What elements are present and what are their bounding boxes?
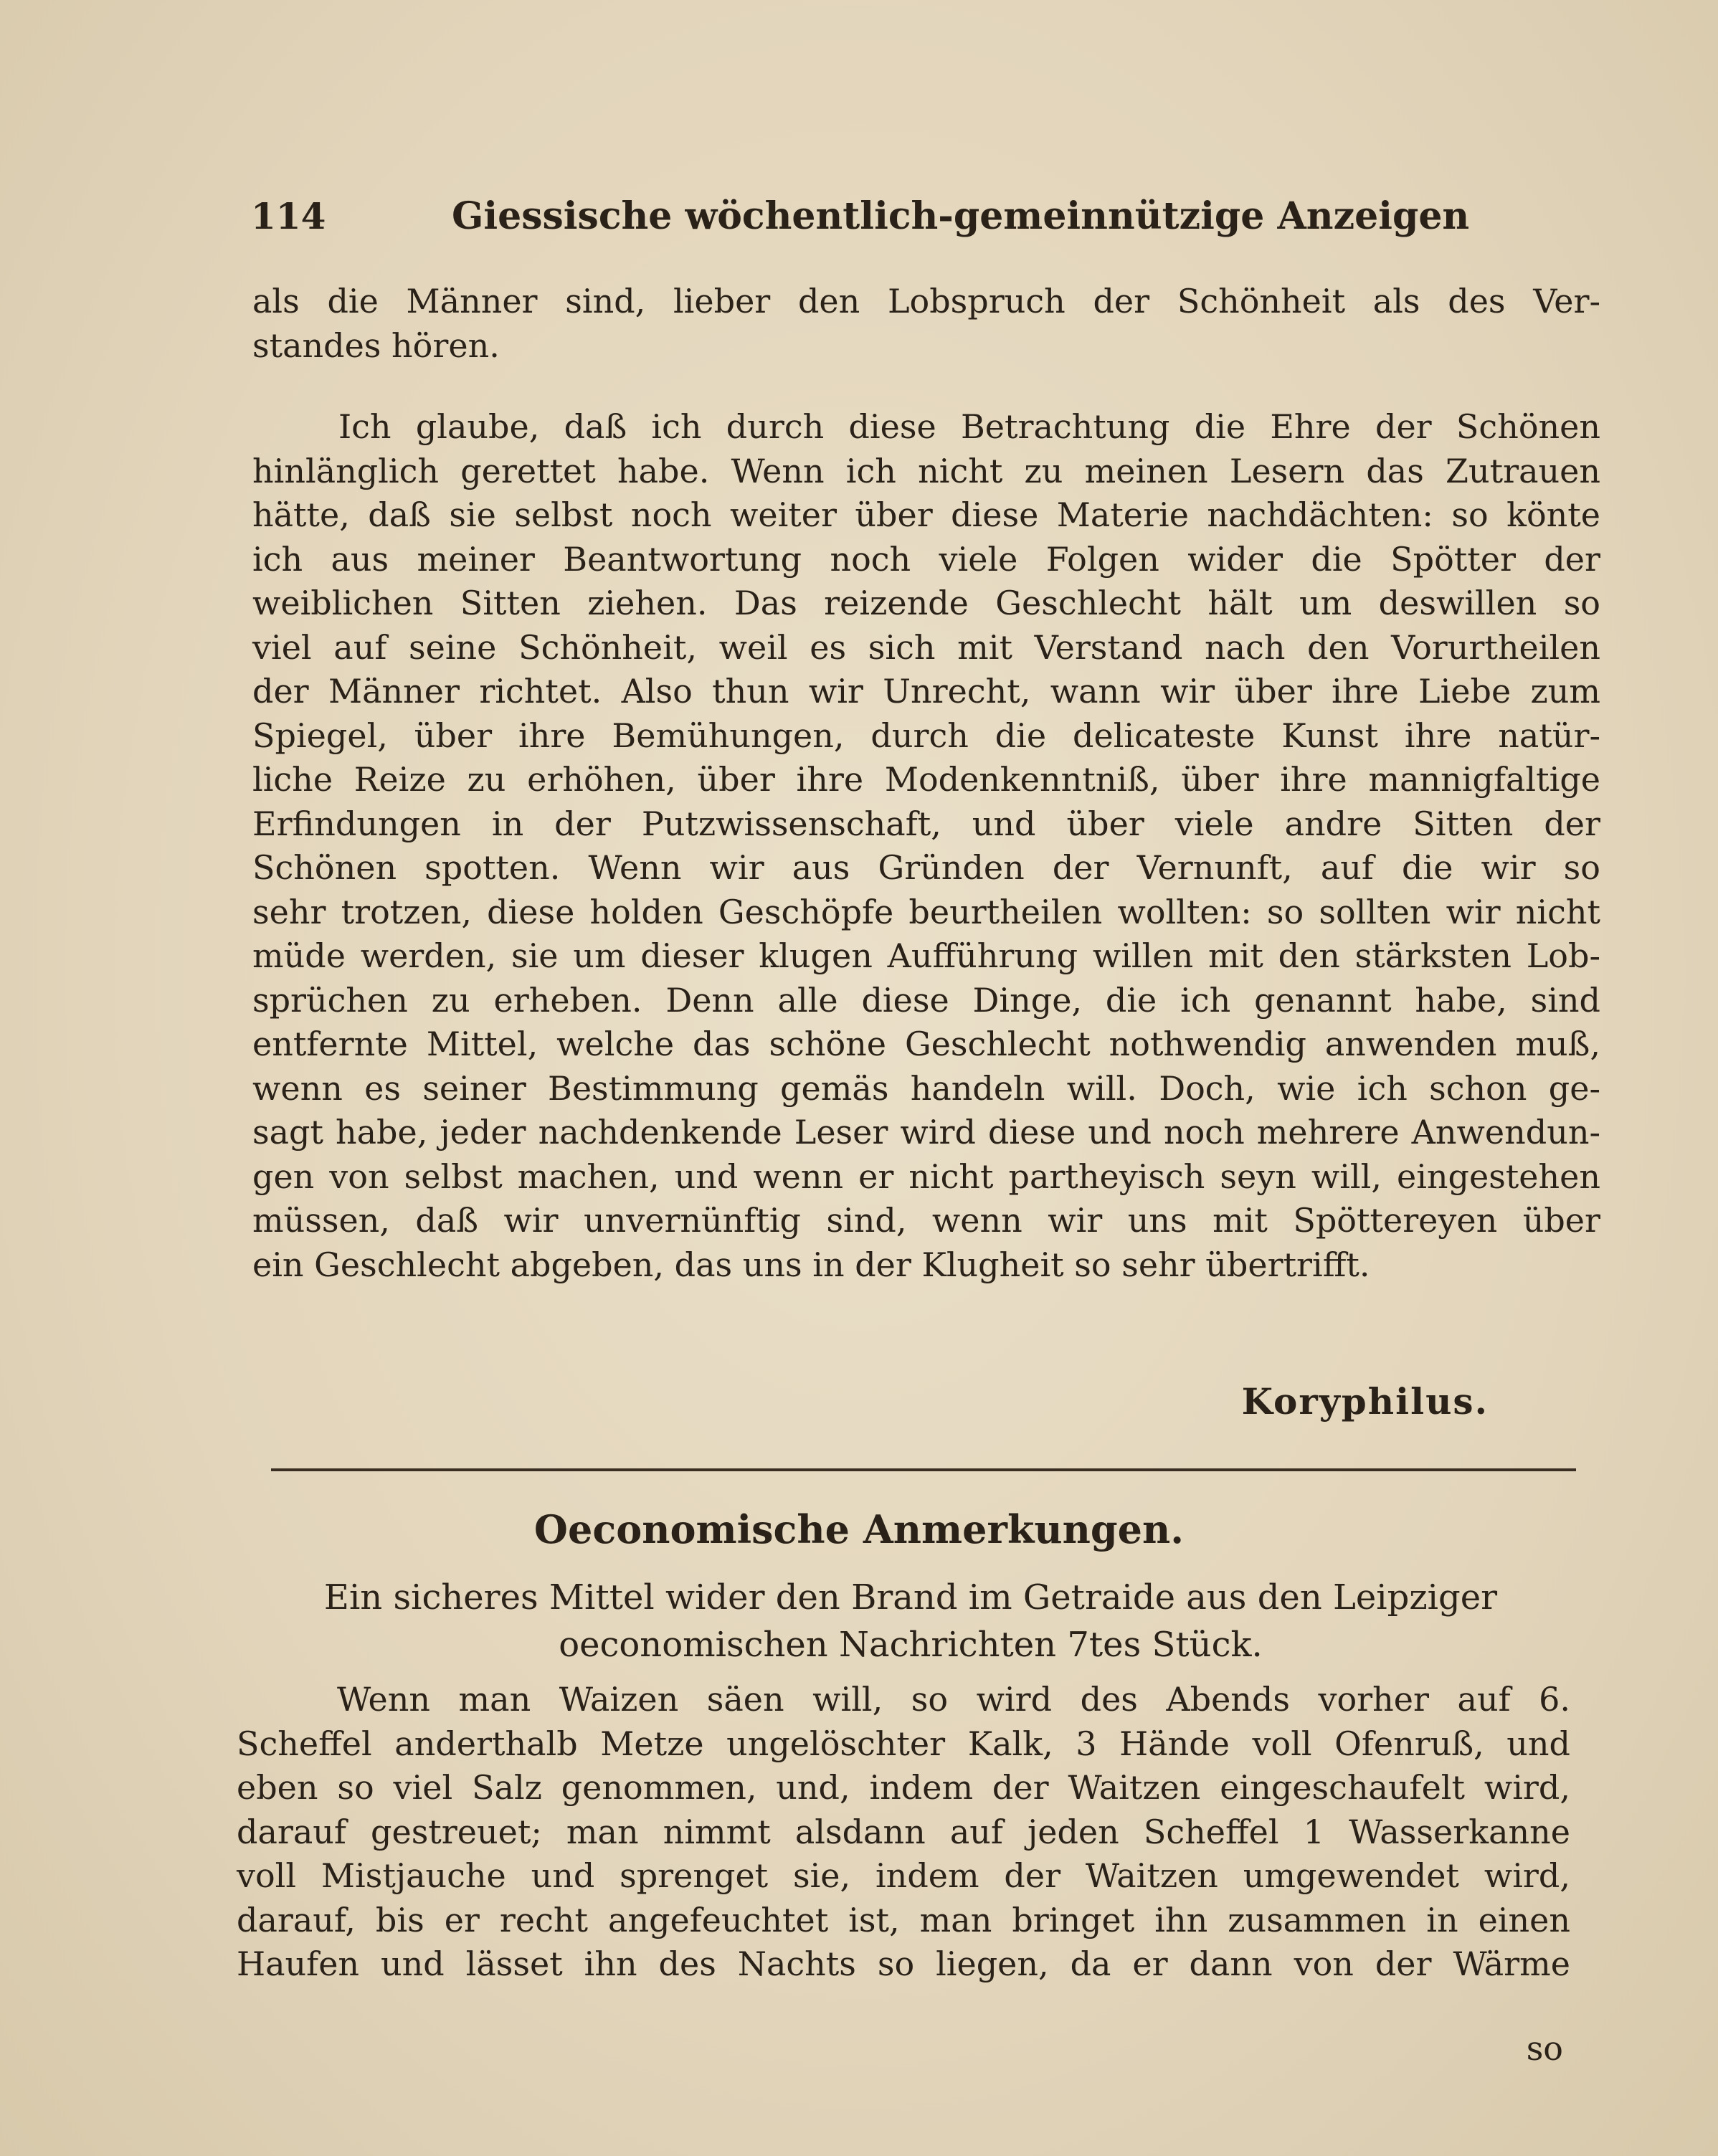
paragraph-continuation [252,280,1600,368]
text-line: wenn es seiner Bestimmung gemäs handeln will. Doch, wie ich schon ge- [252,1068,1600,1108]
text-line: weiblichen Sitten ziehen. Das reizende Geschlecht hält um deswillen so [252,584,1600,622]
paragraph-main [252,405,1600,1287]
text-line: als die Männer sind, lieber den Lobspruch der Schönheit als des Ver- [252,282,1600,320]
text-line: darauf gestreuet; man nimmt alsdann auf jeden Scheffel 1 Wasserkanne [237,1812,1570,1851]
page-header [251,188,1470,245]
text-line: voll Mistjauche und sprenget sie, indem der Waitzen umgewendet wird, [237,1856,1570,1895]
text-line: Schönen spotten. Wenn wir aus Gründen der Vernunft, auf die wir so [252,848,1600,887]
text-line: müssen, daß wir unvernünftig sind, wenn wir uns mit Spöttereyen über [252,1201,1600,1240]
catchword: so [1526,2029,1563,2068]
text-line: standes hören. [252,326,500,365]
text-line: Erfindungen in der Putzwissenschaft, und über viele andre Sitten der [252,804,1600,843]
text-line: Ich glaube, daß ich durch diese Betrachtung die Ehre der Schönen [338,407,1600,446]
text-line: Wenn man Waizen säen will, so wird des Abends vorher auf 6. [337,1680,1570,1719]
text-line: müde werden, sie um dieser klugen Aufführung willen mit den stärksten Lob- [252,936,1600,975]
subtitle-line: oeconomischen Nachrichten 7tes Stück. [559,1625,1263,1665]
text-line: darauf, bis er recht angefeuchtet ist, man bringet ihn zusammen in einen [237,1900,1570,1939]
text-line: viel auf seine Schönheit, weil es sich mit Verstand nach den Vorurtheilen [252,627,1600,667]
text-line: Spiegel, über ihre Bemühungen, durch die delicateste Kunst ihre natür- [252,716,1600,755]
text-line: sprüchen zu erheben. Denn alle diese Dinge, die ich genannt habe, sind [252,980,1600,1020]
running-title: Giessische wöchentlich-gemeinnützige Anzeigen [452,194,1470,238]
text-line: Haufen und lässet ihn des Nachts so liegen, da er dann von der Wärme [237,1944,1570,1983]
text-line: der Männer richtet. Also thun wir Unrecht, wann wir über ihre Liebe zum [252,672,1600,711]
subtitle-line: Ein sicheres Mittel wider den Brand im Getraide aus den Leipziger [323,1577,1498,1618]
text-line: sehr trotzen, diese holden Geschöpfe beurtheilen wollten: so sollten wir nicht [252,892,1600,931]
section-title: Oeconomische Anmerkungen. [533,1506,1185,1552]
text-line: hätte, daß sie selbst noch weiter über diese Materie nachdächten: so könte [252,495,1600,534]
text-line: liche Reize zu erhöhen, über ihre Modenkenntniß, über ihre mannigfaltige [252,760,1600,799]
section-subtitle [244,1574,1577,1668]
text-line: ich aus meiner Beantwortung noch viele Folgen wider die Spötter der [252,539,1600,579]
text-line: hinlänglich gerettet habe. Wenn ich nicht zu meinen Lesern das Zutrauen [252,451,1600,490]
text-line: ein Geschlecht abgeben, das uns in der Klugheit so sehr übertrifft. [252,1245,1370,1284]
text-line: sagt habe, jeder nachdenkende Leser wird diese und noch mehrere Anwendun- [252,1113,1600,1151]
text-line: gen von selbst machen, und wenn er nicht partheyisch seyn will, eingestehen [252,1157,1600,1196]
text-line: entfernte Mittel, welche das schöne Geschlecht nothwendig anwenden muß, [252,1025,1600,1063]
section-divider [271,1468,1576,1471]
text-line: eben so viel Salz genommen, und, indem der Waitzen eingeschaufelt wird, [237,1768,1570,1807]
author-signature: Koryphilus. [1241,1380,1489,1423]
text-line: Scheffel anderthalb Metze ungelöschter Kalk, 3 Hände voll Ofenruß, und [237,1724,1570,1763]
page-number: 114 [251,195,326,237]
paragraph-recipe [237,1678,1570,1987]
